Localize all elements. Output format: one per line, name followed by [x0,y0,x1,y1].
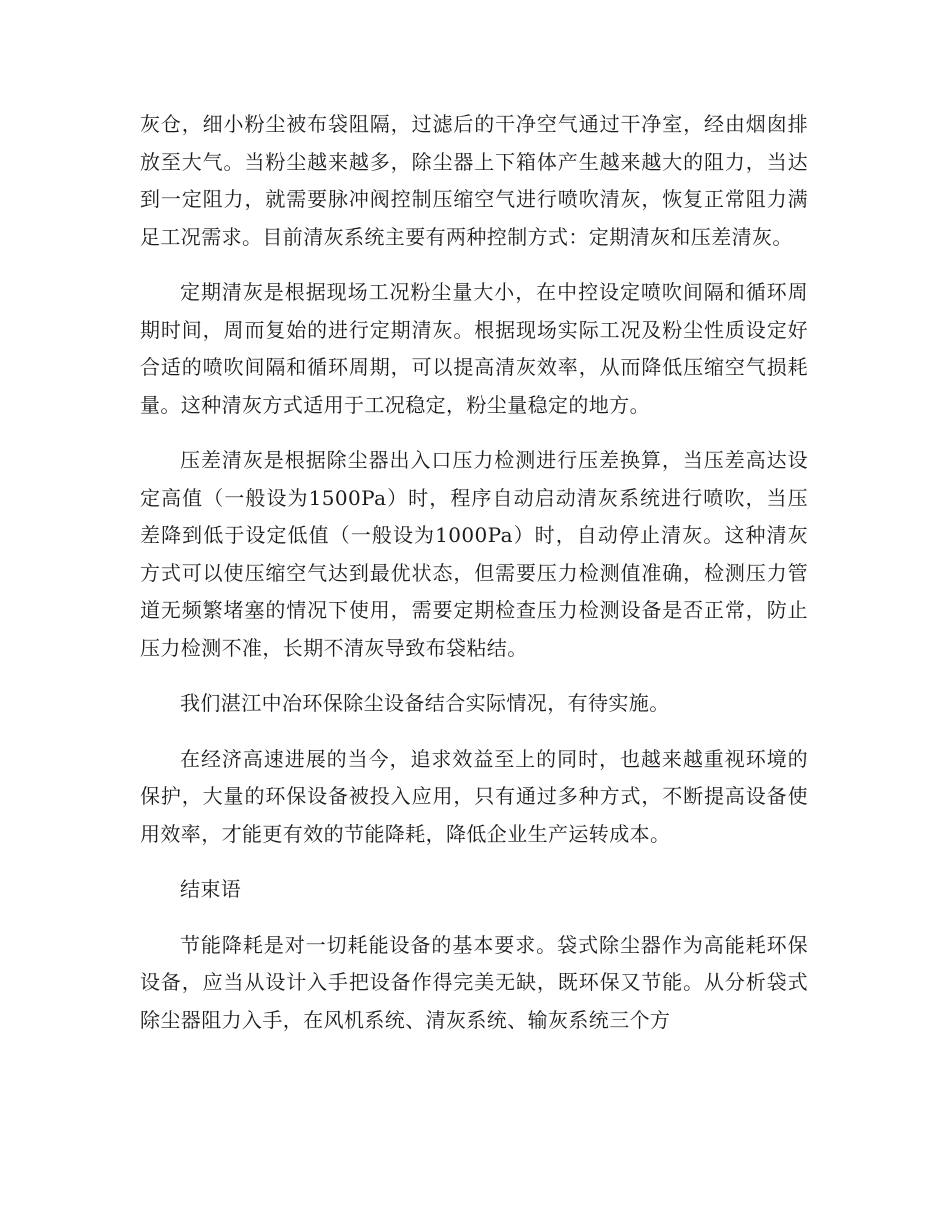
section-heading-conclusion: 结束语 [180,877,242,901]
paragraph-conclusion: 节能降耗是对一切耗能设备的基本要求。袋式除尘器作为高能耗环保设备，应当从设计入手把设备作得完美无缺，既环保又节能。从分析袋式除尘器阻力入手，在风机系统、清灰系统、输灰系统三个方 [140,932,808,1032]
document-body [140,106,808,1057]
paragraph-company-note: 我们湛江中冶环保除尘设备结合实际情况，有待实施。 [180,691,670,715]
paragraph-periodic-cleaning: 定期清灰是根据现场工况粉尘量大小，在中控设定喷吹间隔和循环周期时间，周而复始的进行定期清灰。根据现场实际工况及粉尘性质设定好合适的喷吹间隔和循环周期，可以提高清灰效率，从而降低压缩空气损耗量。这种清灰方式适用于工况稳定，粉尘量稳定的地方。 [140,280,808,417]
paragraph-differential-pressure-cleaning: 压差清灰是根据除尘器出入口压力检测进行压差换算，当压差高达设定高值（一般设为1500Pa）时，程序自动启动清灰系统进行喷吹，当压差降到低于设定低值（一般设为1000Pa）时，自动停止清灰。这种清灰方式可以使压缩空气达到最优状态，但需要压力检测值准确，检测压力管道无频繁堵塞的情况下使用，需要定期检查压力检测设备是否正常，防止压力检测不准，长期不清灰导致布袋粘结。 [140,448,808,660]
paragraph-continuation: 灰仓，细小粉尘被布袋阻隔，过滤后的干净空气通过干净室，经由烟囱排放至大气。当粉尘越来越多，除尘器上下箱体产生越来越大的阻力，当达到一定阻力，就需要脉冲阀控制压缩空气进行喷吹清灰，恢复正常阻力满足工况需求。目前清灰系统主要有两种控制方式：定期清灰和压差清灰。 [140,112,808,249]
paragraph-economic-context: 在经济高速进展的当今，追求效益至上的同时，也越来越重视环境的保护，大量的环保设备被投入应用，只有通过多种方式，不断提高设备使用效率，才能更有效的节能降耗，降低企业生产运转成本。 [140,746,808,846]
